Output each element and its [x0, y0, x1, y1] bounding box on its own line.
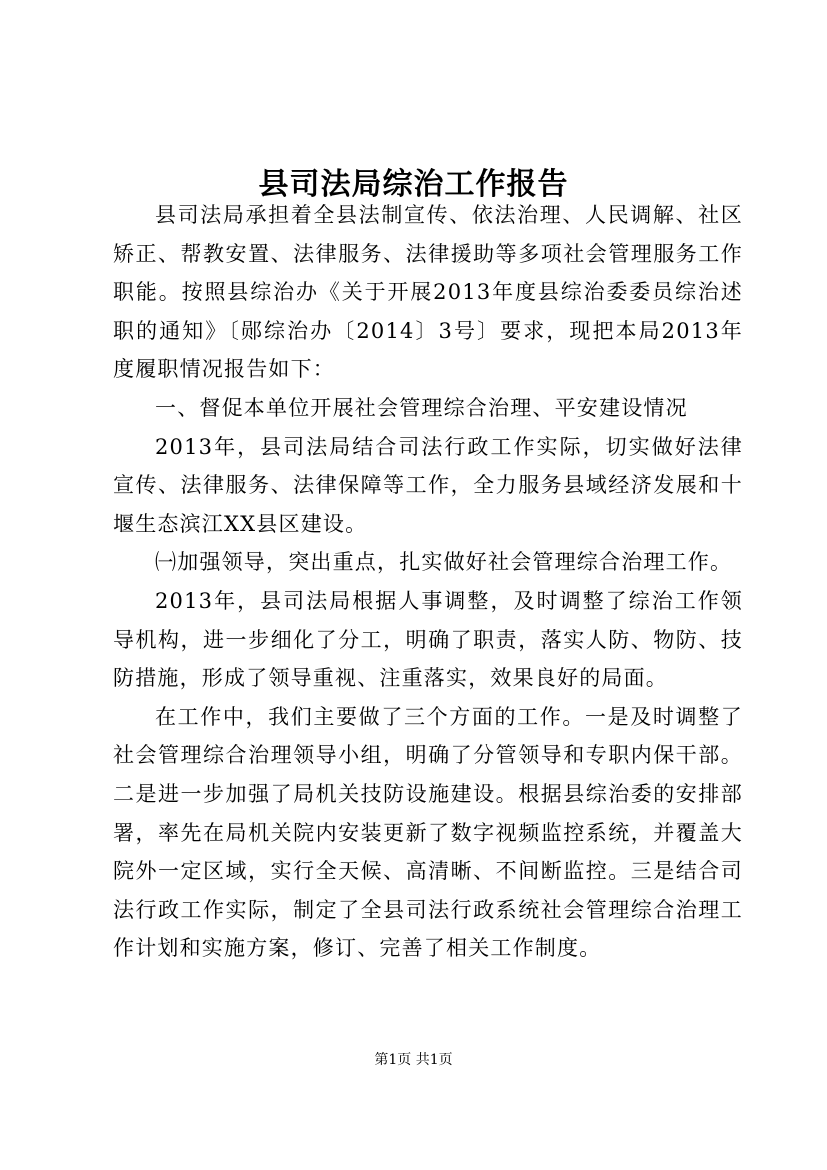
paragraph-intro: 县司法局承担着全县法制宣传、依法治理、人民调解、社区矫正、帮教安置、法律服务、法律援助等多项社会管理服务工作职能。按照县综治办《关于开展2013年度县综治委委员综治述职的通知》〔郧综治办〔2014〕3号〕要求，现把本局2013年度履职情况报告如下：: [113, 203, 743, 382]
document-title: 县司法局综治工作报告: [258, 167, 569, 203]
paragraph-2013-overview: 2013年，县司法局结合司法行政工作实际，切实做好法律宣传、法律服务、法律保障等工作，全力服务县域经济发展和十堰生态滨江XX县区建设。: [113, 434, 743, 536]
paragraph-leadership-adjustment: 2013年，县司法局根据人事调整，及时调整了综治工作领导机构，进一步细化了分工，明确了职责，落实人防、物防、技防措施，形成了领导重视、注重落实，效果良好的局面。: [113, 588, 743, 691]
section-heading-1: 一、督促本单位开展社会管理综合治理、平安建设情况: [155, 395, 688, 420]
paragraph-three-aspects: 在工作中，我们主要做了三个方面的工作。一是及时调整了社会管理综合治理领导小组，明确了分管领导和专职内保干部。二是进一步加强了局机关技防设施建设。根据县综治委的安排部署，率先在局机关院内安装更新了数字视频监控系统，并覆盖大院外一定区域，实行全天候、高清晰、不间断监控。三是结合司法行政工作实际，制定了全县司法行政系统社会管理综合治理工作计划和实施方案，修订、完善了相关工作制度。: [113, 704, 743, 961]
subsection-heading-1: ㈠加强领导，突出重点，扎实做好社会管理综合治理工作。: [155, 550, 733, 575]
document-body: [113, 196, 743, 968]
page-footer: 第1页 共1页: [374, 1052, 453, 1068]
